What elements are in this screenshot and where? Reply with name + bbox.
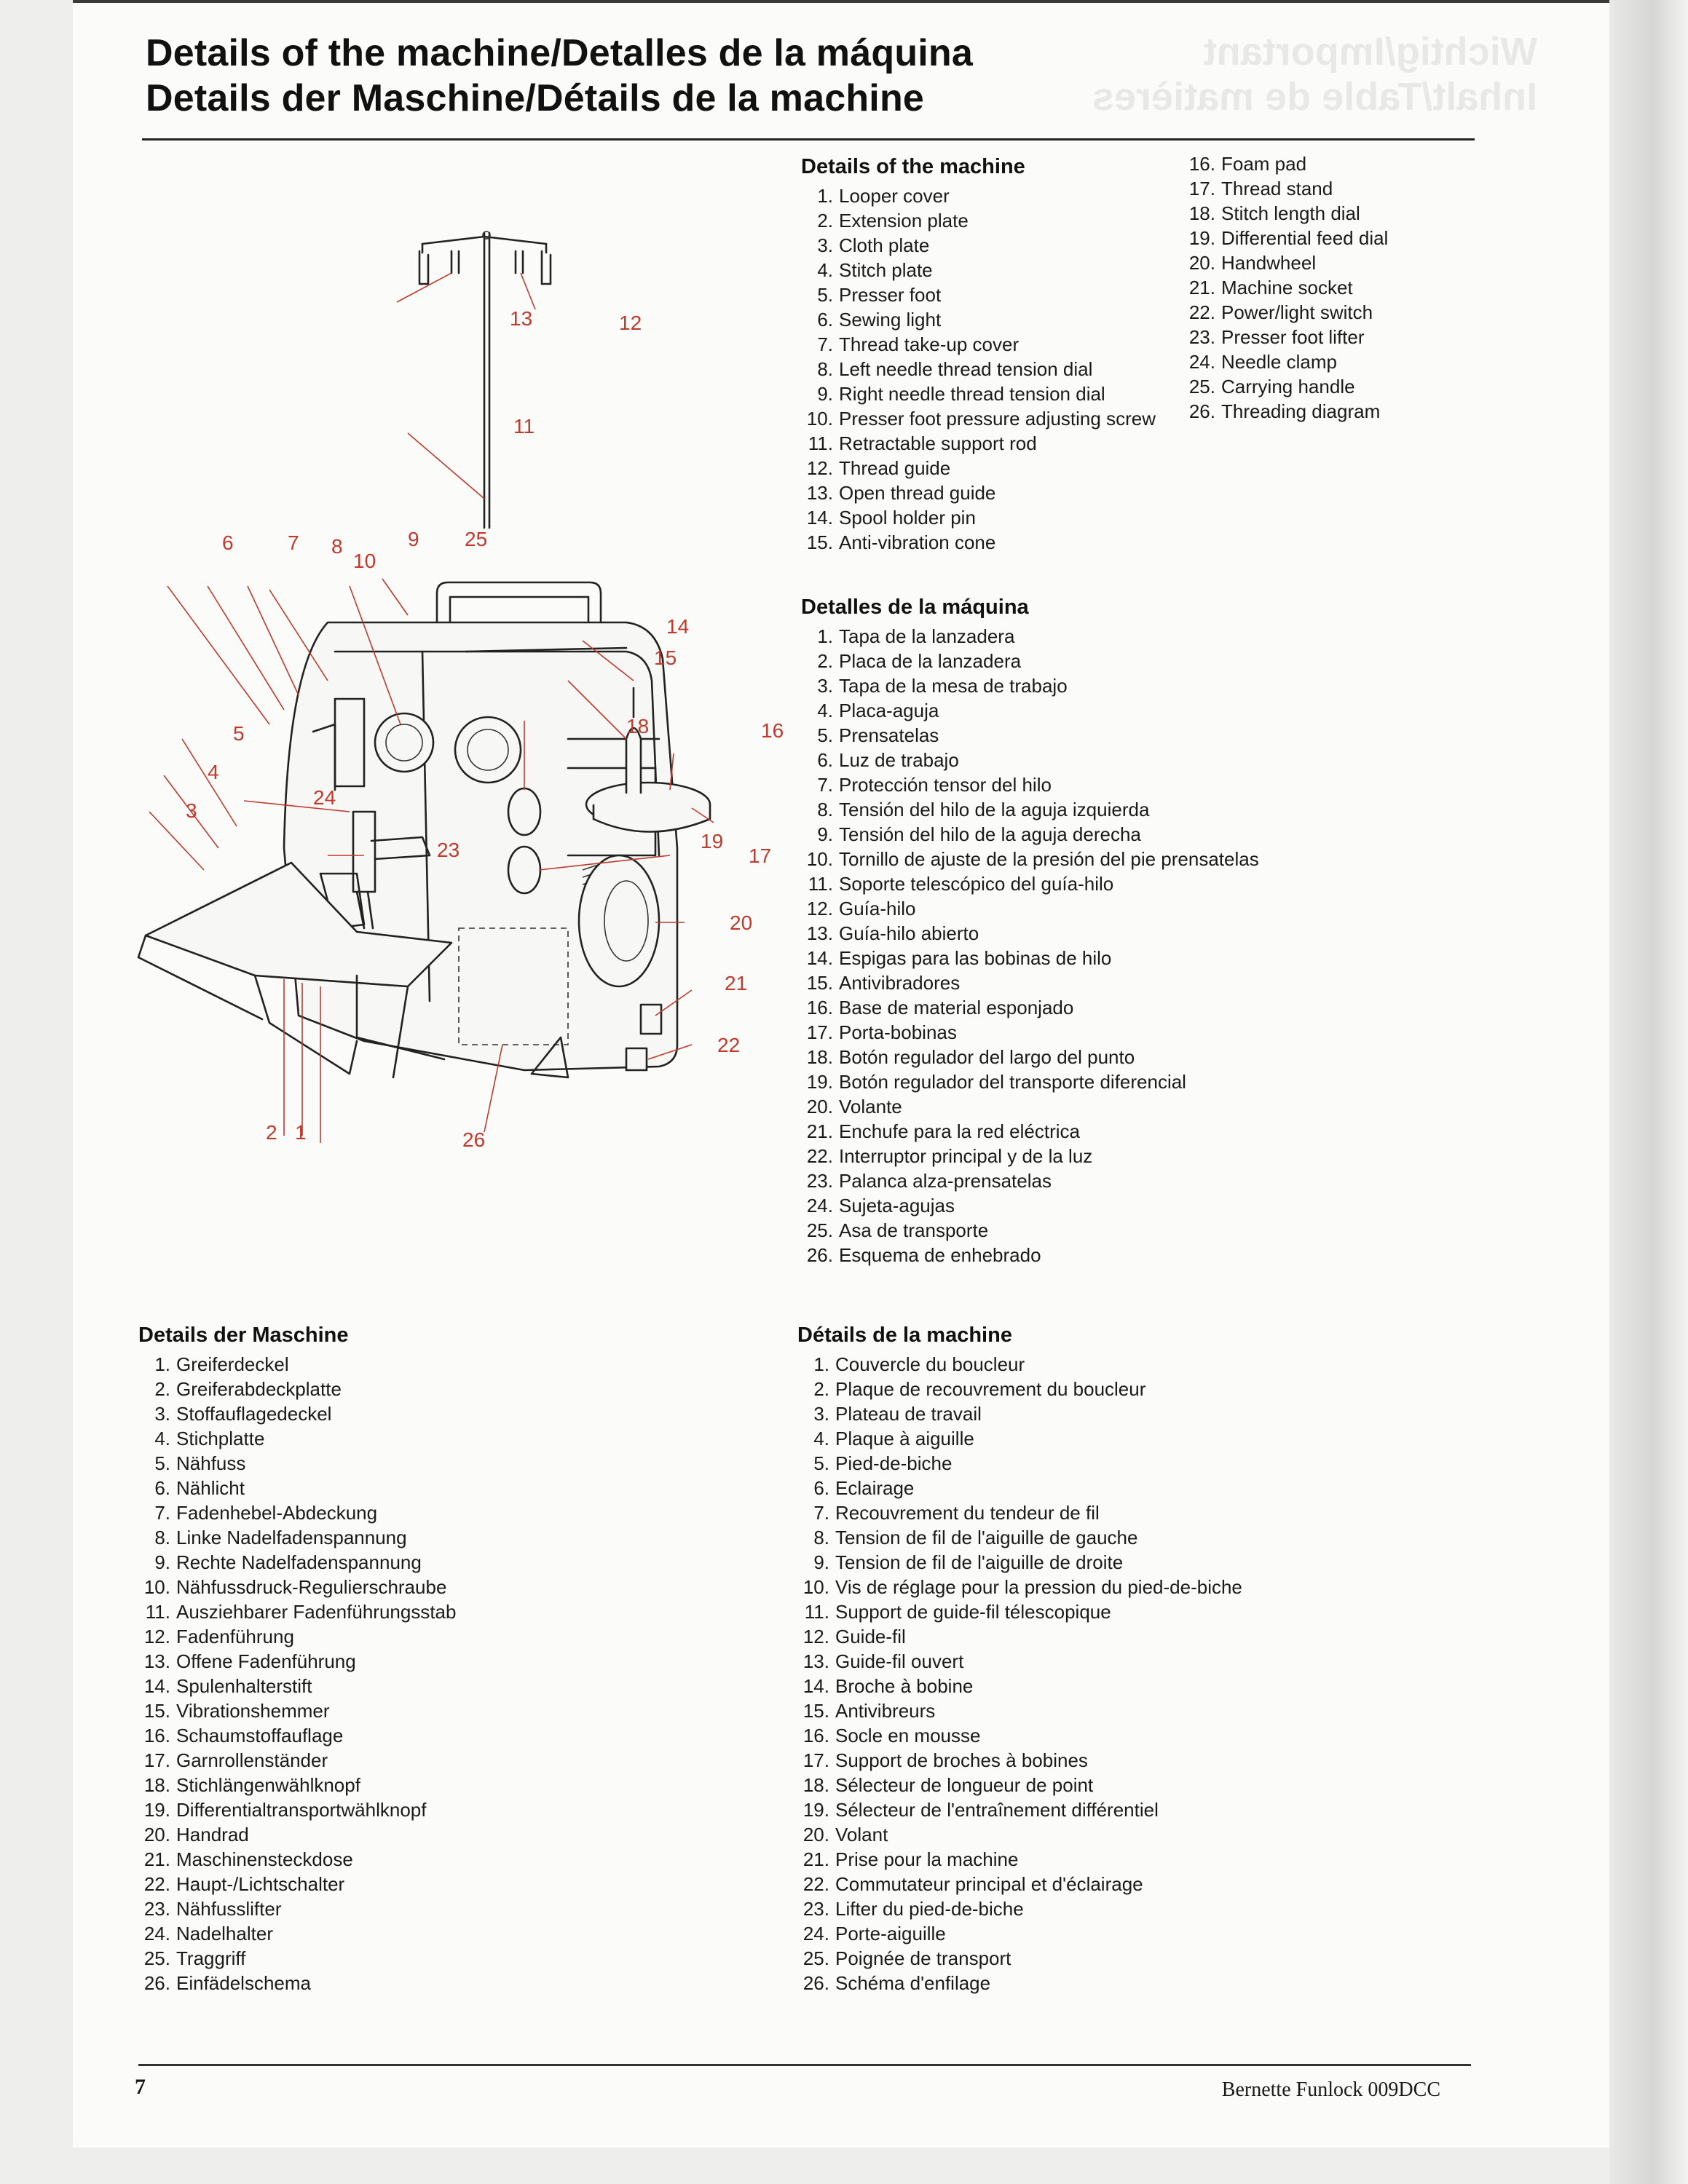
item-list — [1183, 151, 1388, 424]
list-item: 5. Nähfuss — [154, 1452, 246, 1474]
list-item: 2. Plaque de recouvrement du boucleur — [813, 1378, 1146, 1400]
title-rule — [142, 138, 1475, 141]
list-item: 16. Base de material esponjado — [806, 997, 1074, 1018]
list-item: 10. Tornillo de ajuste de la presión del pie prensatelas — [806, 848, 1259, 870]
list-item: 26. Threading diagram — [1188, 400, 1381, 422]
list-item: 22. Interruptor principal y de la luz — [806, 1145, 1093, 1167]
list-item: 18. Botón regulador del largo del punto — [806, 1046, 1135, 1068]
list-item: 17. Garnrollenständer — [143, 1749, 328, 1771]
list-item: 11. Ausziehbarer Fadenführungsstab — [145, 1601, 457, 1623]
list-item: 21. Enchufe para la red eléctrica — [806, 1120, 1080, 1142]
callout-6: 6 — [222, 531, 234, 554]
list-item: 7. Protección tensor del hilo — [817, 774, 1052, 796]
callout-22: 22 — [717, 1034, 741, 1056]
list-item: 15. Antivibreurs — [802, 1700, 936, 1722]
list-item: 13. Guía-hilo abierto — [806, 922, 979, 944]
list-item: 10. Nähfussdruck-Regulierschraube — [143, 1576, 447, 1598]
list-item: 17. Thread stand — [1188, 178, 1333, 199]
list-item: 6. Luz de trabajo — [817, 749, 959, 771]
list-item: 1. Greiferdeckel — [154, 1353, 289, 1375]
page-number: 7 — [135, 2075, 146, 2099]
list-item: 3. Tapa de la mesa de trabajo — [817, 675, 1068, 697]
list-item: 21. Maschinensteckdose — [143, 1848, 353, 1870]
callout-19: 19 — [701, 830, 724, 852]
list-item: 12. Guide-fil — [802, 1626, 906, 1647]
title-line-2: Details der Maschine/Détails de la machine — [146, 77, 925, 119]
list-item: 16. Schaumstoffauflage — [143, 1725, 344, 1746]
list-item: 19. Sélecteur de l'entraînement différentiel — [802, 1799, 1159, 1821]
callout-13: 13 — [510, 307, 533, 330]
section-english-col2 — [1183, 151, 1388, 424]
callout-17: 17 — [749, 844, 772, 867]
callout-7: 7 — [288, 531, 299, 554]
list-item: 14. Spulenhalterstift — [143, 1675, 312, 1697]
list-item: 14. Broche à bobine — [802, 1675, 974, 1697]
machine-body-drawing — [284, 622, 677, 1070]
callout-23: 23 — [437, 839, 460, 861]
list-item: 2. Placa de la lanzadera — [817, 650, 1022, 672]
callout-12: 12 — [619, 312, 642, 334]
list-item: 1. Tapa de la lanzadera — [817, 625, 1015, 647]
callout-1: 1 — [295, 1121, 307, 1144]
list-item: 20. Handrad — [143, 1824, 249, 1845]
callout-11: 11 — [513, 415, 535, 438]
section-heading: Details der Maschine — [138, 1324, 349, 1347]
list-item: 16. Foam pad — [1188, 153, 1307, 175]
list-item: 22. Haupt-/Lichtschalter — [143, 1873, 345, 1895]
top-rule — [73, 0, 1609, 3]
section-german — [138, 1321, 456, 1995]
list-item: 4. Stichplatte — [154, 1428, 265, 1449]
item-list — [801, 624, 1259, 1267]
list-item: 4. Stitch plate — [817, 259, 933, 281]
section-heading: Details of the machine — [801, 155, 1025, 178]
list-item: 24. Sujeta-agujas — [806, 1195, 955, 1216]
section-french — [797, 1321, 1242, 1995]
list-item: 11. Support de guide-fil télescopique — [804, 1601, 1111, 1623]
list-item: 19. Differential feed dial — [1188, 227, 1389, 249]
list-item: 6. Sewing light — [817, 309, 942, 331]
list-item: 4. Placa-aguja — [817, 700, 939, 721]
callout-3: 3 — [186, 799, 197, 822]
scan-edge — [1609, 0, 1688, 2184]
list-item: 17. Porta-bobinas — [806, 1021, 957, 1043]
list-item: 8. Tensión del hilo de la aguja izquierda — [817, 799, 1150, 820]
list-item: 23. Presser foot lifter — [1188, 326, 1365, 348]
list-item: 12. Thread guide — [806, 457, 951, 479]
callout-2: 2 — [266, 1121, 277, 1144]
callout-24: 24 — [313, 786, 336, 809]
list-item: 11. Soporte telescópico del guía-hilo — [808, 873, 1114, 895]
list-item: 1. Couvercle du boucleur — [813, 1353, 1025, 1375]
section-heading: Detalles de la máquina — [801, 596, 1029, 619]
list-item: 8. Linke Nadelfadenspannung — [154, 1527, 407, 1548]
list-item: 25. Poignée de transport — [802, 1947, 1011, 1969]
section-english — [801, 153, 1156, 555]
list-item: 16. Socle en mousse — [802, 1725, 981, 1746]
list-item: 20. Handwheel — [1188, 252, 1317, 274]
list-item: 15. Vibrationshemmer — [143, 1700, 330, 1722]
list-item: 21. Prise pour la machine — [802, 1848, 1019, 1870]
list-item: 9. Tension de fil de l'aiguille de droite — [813, 1551, 1124, 1573]
list-item: 9. Rechte Nadelfadenspannung — [154, 1551, 422, 1573]
callout-25: 25 — [465, 528, 488, 550]
list-item: 19. Differentialtransportwählknopf — [143, 1799, 427, 1821]
callout-16: 16 — [761, 719, 784, 742]
callout-20: 20 — [730, 911, 753, 934]
list-item: 7. Recouvrement du tendeur de fil — [813, 1502, 1100, 1524]
list-item: 8. Tension de fil de l'aiguille de gauche — [813, 1527, 1138, 1548]
list-item: 9. Right needle thread tension dial — [817, 383, 1105, 405]
list-item: 26. Esquema de enhebrado — [806, 1244, 1041, 1266]
list-item: 21. Machine socket — [1188, 277, 1353, 298]
list-item: 13. Offene Fadenführung — [143, 1650, 356, 1672]
list-item: 12. Guía-hilo — [806, 898, 916, 919]
callout-14: 14 — [666, 615, 690, 638]
section-heading: Détails de la machine — [797, 1324, 1012, 1347]
list-item: 26. Schéma d'enfilage — [802, 1972, 991, 1994]
list-item: 17. Support de broches à bobines — [802, 1749, 1088, 1771]
title-line-1: Details of the machine/Detalles de la máquina — [146, 32, 974, 74]
list-item: 6. Eclairage — [813, 1477, 915, 1499]
list-item: 18. Stichlängenwählknopf — [143, 1774, 360, 1796]
list-item: 25. Carrying handle — [1188, 376, 1355, 397]
list-item: 10. Vis de réglage pour la pression du pied-de-biche — [802, 1576, 1242, 1598]
footer-rule — [138, 2064, 1471, 2066]
list-item: 1. Looper cover — [817, 185, 950, 207]
callout-10: 10 — [353, 550, 376, 572]
item-list — [138, 1352, 456, 1995]
list-item: 22. Power/light switch — [1188, 301, 1373, 323]
list-item: 5. Prensatelas — [817, 724, 939, 746]
list-item: 5. Pied-de-biche — [813, 1452, 953, 1474]
list-item: 19. Botón regulador del transporte diferencial — [806, 1071, 1186, 1093]
list-item: 18. Stitch length dial — [1188, 202, 1360, 224]
list-item: 9. Tensión del hilo de la aguja derecha — [817, 823, 1141, 845]
list-item: 2. Extension plate — [817, 210, 969, 232]
list-item: 7. Thread take-up cover — [817, 333, 1019, 355]
list-item: 20. Volante — [806, 1096, 902, 1117]
list-item: 6. Nählicht — [154, 1477, 245, 1499]
thread-stand-drawing — [419, 232, 551, 528]
list-item: 23. Nähfusslifter — [143, 1898, 282, 1920]
list-item: 23. Lifter du pied-de-biche — [802, 1898, 1024, 1920]
list-item: 8. Left needle thread tension dial — [817, 358, 1093, 380]
list-item: 2. Greiferabdeckplatte — [154, 1378, 342, 1400]
list-item: 13. Guide-fil ouvert — [802, 1650, 964, 1672]
callout-15: 15 — [654, 646, 677, 669]
list-item: 15. Anti-vibration cone — [806, 531, 996, 553]
callout-4: 4 — [208, 761, 219, 783]
machine-diagram — [117, 215, 784, 1154]
list-item: 7. Fadenhebel-Abdeckung — [154, 1502, 378, 1524]
callout-26: 26 — [462, 1128, 486, 1151]
list-item: 11. Retractable support rod — [808, 432, 1037, 454]
list-item: 3. Plateau de travail — [813, 1403, 982, 1425]
callout-18: 18 — [626, 715, 650, 737]
list-item: 25. Traggriff — [143, 1947, 246, 1969]
list-item: 14. Spool holder pin — [806, 507, 976, 529]
list-item: 12. Fadenführung — [143, 1626, 294, 1647]
bleed-through-text: Wichtig/Important Inhalt/Table de matières — [1092, 30, 1538, 119]
list-item: 4. Plaque à aiguille — [813, 1428, 974, 1449]
callout-9: 9 — [408, 528, 419, 550]
list-item: 25. Asa de transporte — [806, 1219, 989, 1241]
callout-21: 21 — [725, 972, 748, 994]
list-item: 10. Presser foot pressure adjusting screw — [806, 408, 1156, 430]
list-item: 13. Open thread guide — [806, 482, 996, 504]
callout-5: 5 — [233, 722, 245, 745]
item-list — [797, 1352, 1242, 1995]
product-name: Bernette Funlock 009DCC — [1221, 2078, 1440, 2101]
section-spanish — [801, 593, 1259, 1267]
list-item: 15. Antivibradores — [806, 972, 961, 994]
page-title — [146, 31, 973, 121]
list-item: 26. Einfädelschema — [143, 1972, 311, 1994]
list-item: 24. Needle clamp — [1188, 351, 1337, 373]
callout-8: 8 — [331, 535, 343, 558]
list-item: 22. Commutateur principal et d'éclairage — [802, 1873, 1143, 1895]
list-item: 24. Nadelhalter — [143, 1923, 273, 1944]
list-item: 3. Cloth plate — [817, 234, 930, 256]
list-item: 14. Espigas para las bobinas de hilo — [806, 947, 1112, 969]
carrying-handle-drawing — [437, 582, 601, 622]
list-item: 3. Stoffauflagedeckel — [154, 1403, 332, 1425]
item-list — [801, 183, 1156, 555]
list-item: 23. Palanca alza-prensatelas — [806, 1170, 1052, 1192]
list-item: 5. Presser foot — [817, 284, 942, 306]
list-item: 18. Sélecteur de longueur de point — [802, 1774, 1094, 1796]
list-item: 20. Volant — [802, 1824, 888, 1845]
list-item: 24. Porte-aiguille — [802, 1923, 946, 1944]
